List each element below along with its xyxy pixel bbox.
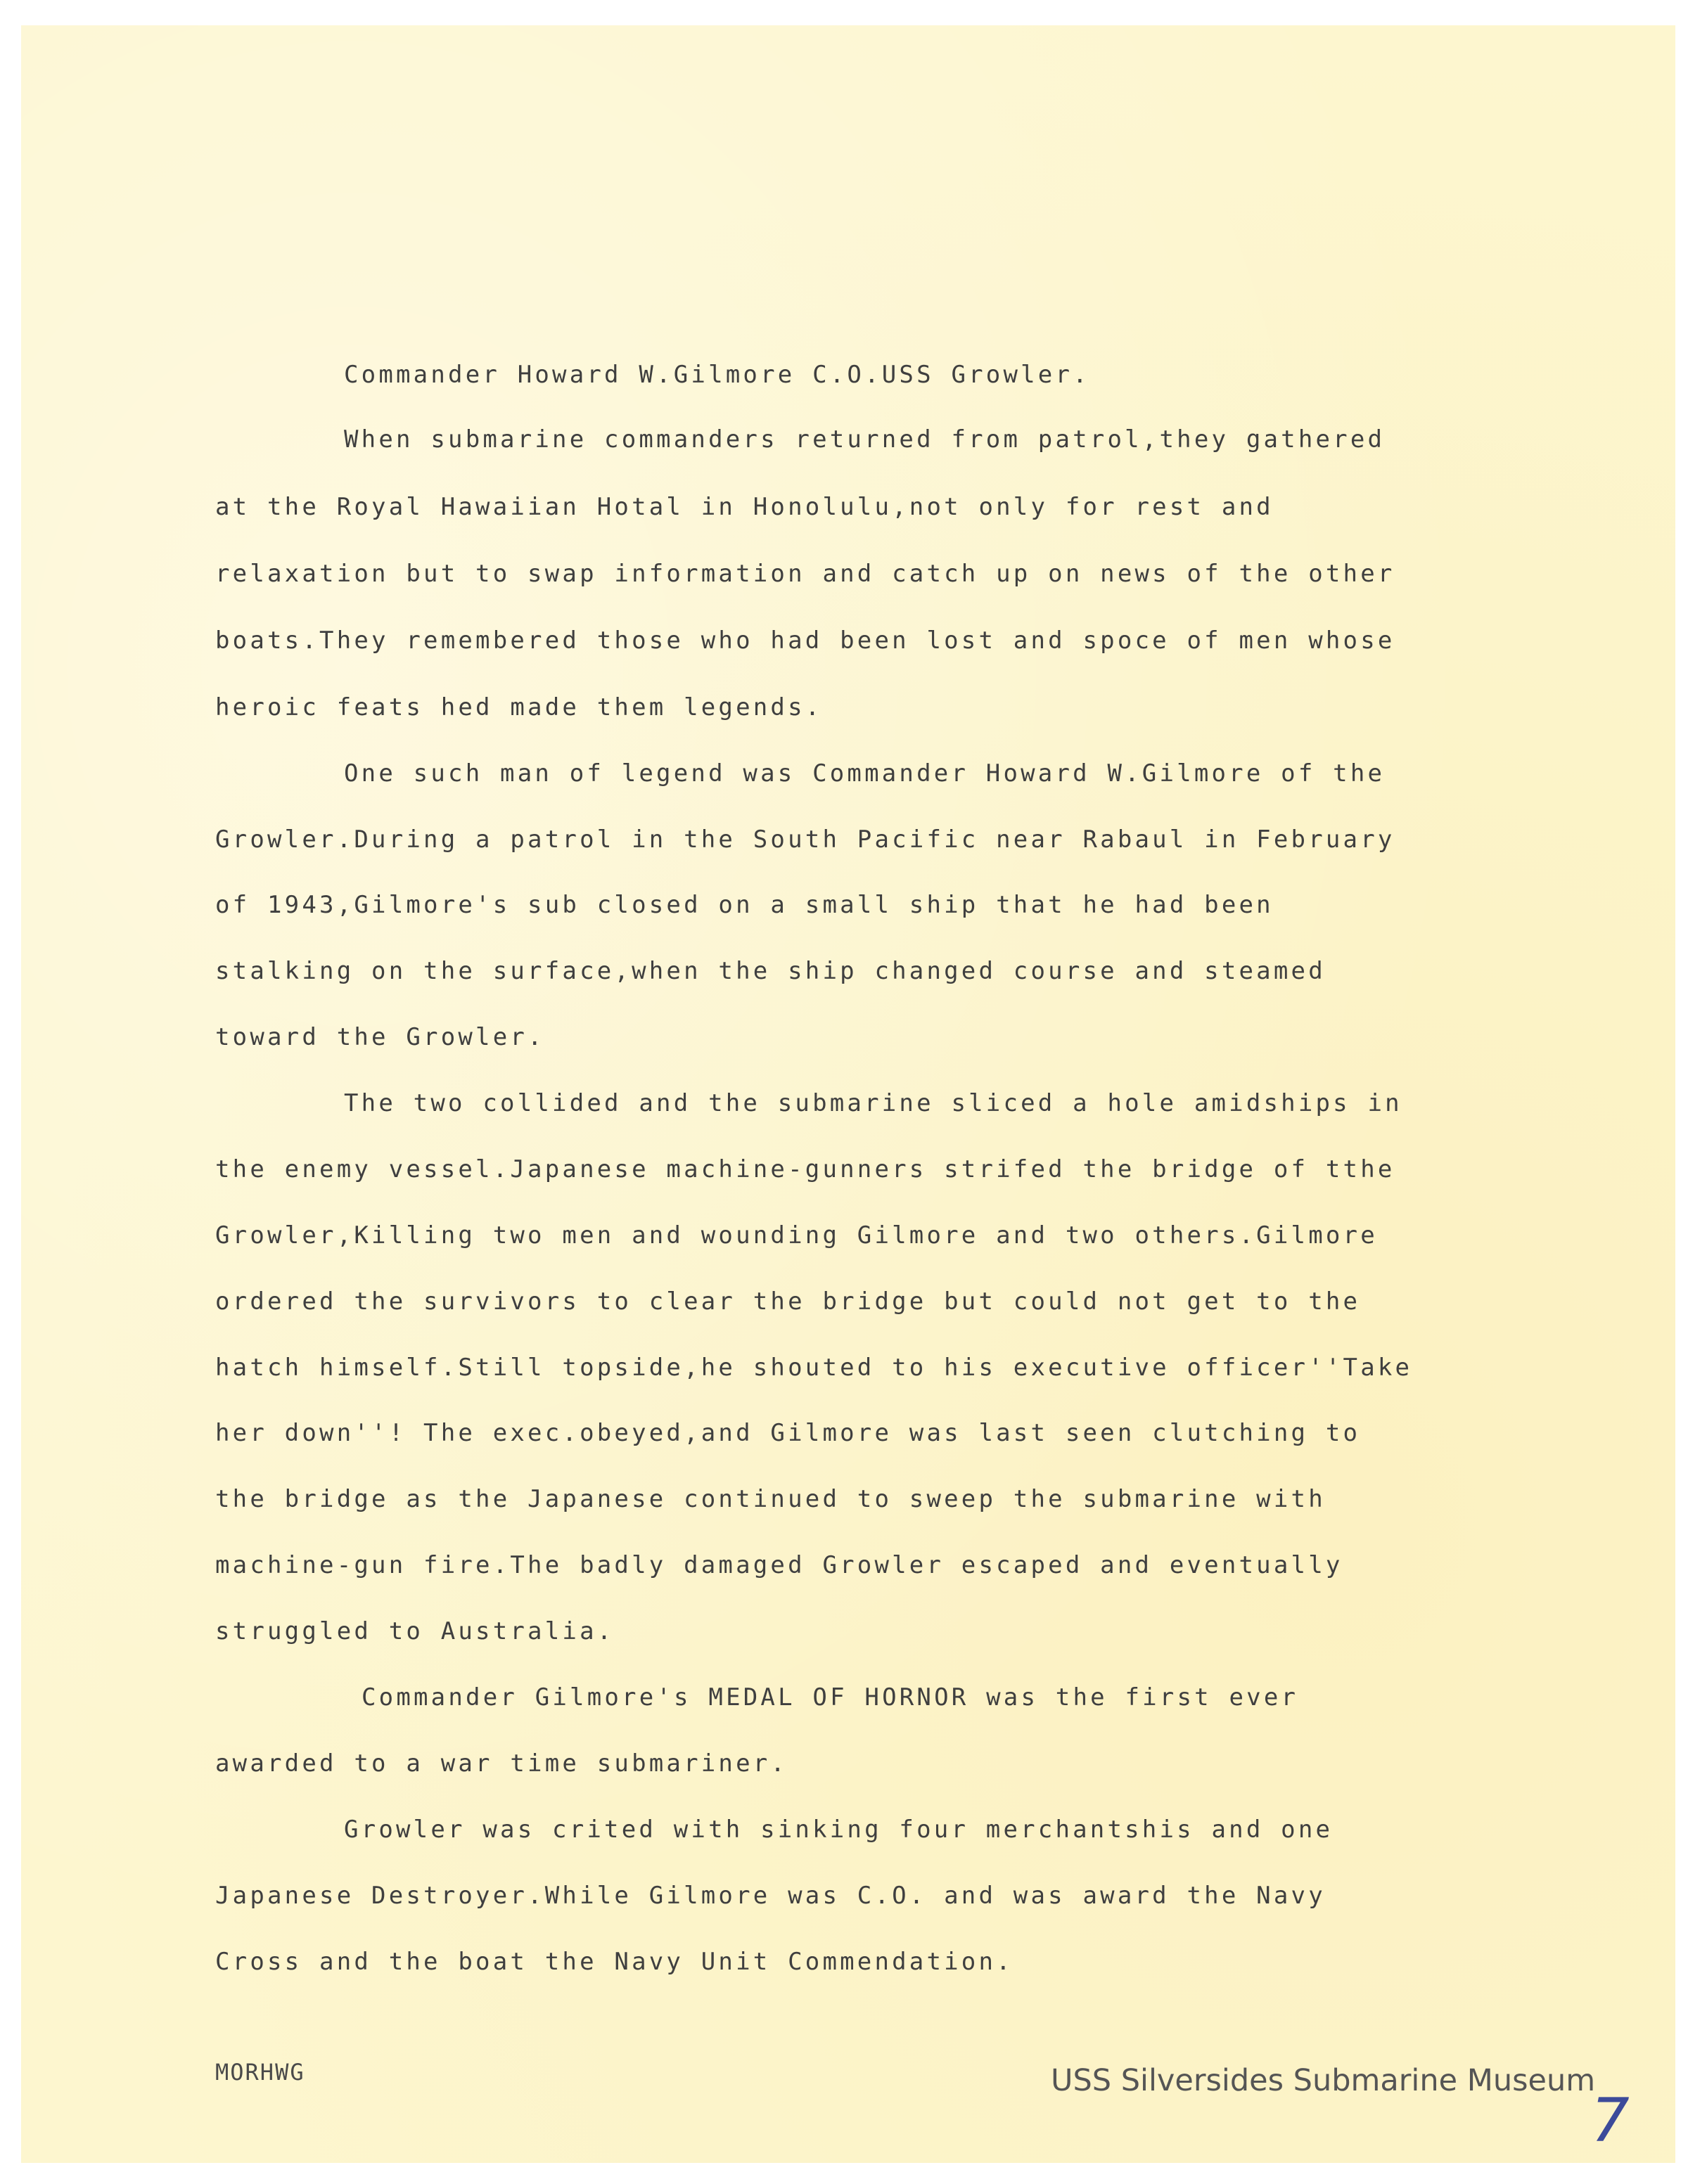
text-line: struggled to Australia. [215,1617,615,1645]
text-line: Cross and the boat the Navy Unit Commendation. [215,1948,1014,1976]
text-line: Growler,Killing two men and wounding Gilmore and two others.Gilmore [215,1221,1378,1250]
text-line: hatch himself.Still topside,he shouted to his executive officer''Take [215,1354,1413,1382]
text-line: boats.They remembered those who had been lost and spoce of men whose [215,627,1395,655]
text-line: Commander Gilmore's MEDAL OF HORNOR was the first ever [362,1683,1299,1711]
page-number: 7 [1591,2086,1630,2156]
text-line: her down''! The exec.obeyed,and Gilmore was last seen clutching to [215,1419,1361,1447]
text-line: at the Royal Hawaiian Hotal in Honolulu,not only for rest and [215,493,1274,521]
document-page [21,25,1675,2163]
museum-label: USS Silversides Submarine Museum [1051,2063,1596,2098]
text-line: The two collided and the submarine sliced a hole amidships in [344,1089,1402,1117]
text-line: One such man of legend was Commander Howard W.Gilmore of the [344,759,1386,788]
text-line: toward the Growler. [215,1023,545,1051]
text-line: the bridge as the Japanese continued to sweep the submarine with [215,1485,1326,1513]
text-line: Growler was crited with sinking four merchantshis and one [344,1816,1334,1844]
text-line: Japanese Destroyer.While Gilmore was C.O. and was award the Navy [215,1882,1326,1910]
text-line: ordered the survivors to clear the bridge but could not get to the [215,1287,1361,1316]
text-line: relaxation but to swap information and catch up on news of the other [215,560,1395,588]
text-line: stalking on the surface,when the ship changed course and steamed [215,957,1326,985]
document-title: Commander Howard W.Gilmore C.O.USS Growler. [344,361,1090,389]
footer-code: MORHWG [215,2059,305,2086]
text-line: heroic feats hed made them legends. [215,693,823,721]
text-line: the enemy vessel.Japanese machine-gunners strifed the bridge of tthe [215,1155,1395,1183]
text-line: Growler.During a patrol in the South Pacific near Rabaul in February [215,826,1395,854]
text-line: When submarine commanders returned from patrol,they gathered [344,425,1386,454]
text-line: of 1943,Gilmore's sub closed on a small ship that he had been [215,891,1274,919]
text-line: machine-gun fire.The badly damaged Growler escaped and eventually [215,1551,1343,1579]
text-line: awarded to a war time submariner. [215,1749,788,1778]
